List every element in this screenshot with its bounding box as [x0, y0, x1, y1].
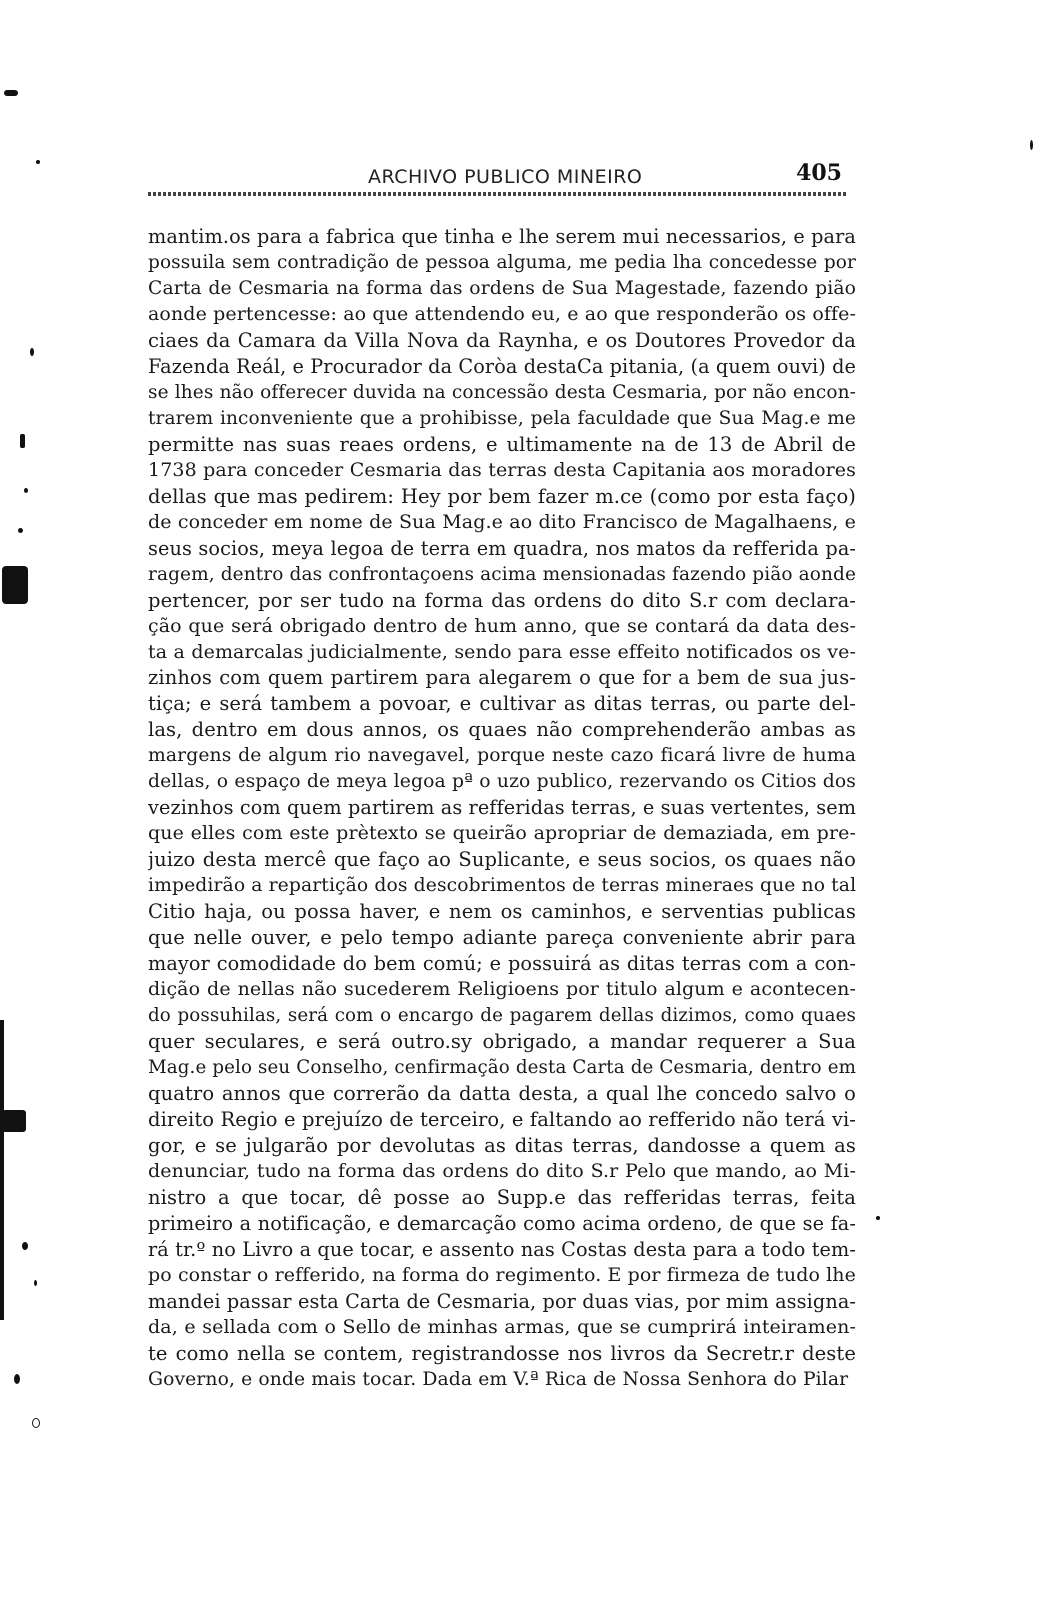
text-line: mandei passar esta Carta de Cesmaria, por duas vias, por mim assigna-	[148, 1289, 856, 1313]
text-line: dellas que mas pedirem: Hey por bem fazer m.ce (como por esta faço)	[148, 484, 856, 508]
text-line: las, dentro em dous annos, os quaes não comprehenderão ambas as	[148, 718, 856, 742]
text-line: Governo, e onde mais tocar. Dada em V.ª Rica de Nossa Senhora do Pilar	[148, 1368, 849, 1390]
running-title: ARCHIVO PUBLICO MINEIRO	[368, 166, 643, 188]
text-line: gor, e se julgarão por devolutas as ditas terras, dandosse a quem as	[148, 1133, 856, 1157]
text-line: tiça; e será tambem a povoar, e cultivar as ditas terras, ou parte del-	[148, 692, 856, 716]
text-line: ta a demarcalas judicialmente, sendo para esse effeito notificados os ve-	[148, 640, 856, 663]
text-line: do possuhilas, será com o encargo de pagarem dellas dizimos, como quaes	[148, 1005, 856, 1027]
text-line: aonde pertencesse: ao que attendendo eu, e ao que responderão os offe-	[148, 302, 856, 325]
page-number: 405	[796, 160, 842, 186]
text-line: te como nella se contem, registrandosse nos livros da Secretr.r deste	[148, 1341, 856, 1365]
text-line: trarem inconveniente que a prohibisse, pela faculdade que Sua Mag.e me	[148, 407, 856, 429]
page-header	[148, 160, 848, 196]
text-line: Fazenda Reál, e Procurador da Coròa destaCa pitania, (a quem ouvi) de	[148, 354, 856, 378]
text-line: possuila sem contradição de pessoa alguma, me pedia lha concedesse por	[148, 251, 856, 273]
text-line: quatro annos que correrão da datta desta, a qual lhe concedo salvo o	[148, 1081, 856, 1105]
text-line: po constar o refferido, na forma do regimento. E por firmeza de tudo lhe	[148, 1263, 856, 1286]
scan-edge-shadow	[0, 1020, 4, 1320]
text-line: impedirão a repartição dos descobrimentos de terras mineraes que no tal	[148, 875, 856, 897]
text-line: Mag.e pelo seu Conselho, cenfirmação desta Carta de Cesmaria, dentro em	[148, 1057, 856, 1078]
text-line: 1738 para conceder Cesmaria das terras desta Capitania aos moradores	[148, 458, 856, 481]
text-line: Carta de Cesmaria na forma das ordens de Sua Magestade, fazendo pião	[148, 277, 856, 299]
text-line: direito Regio e prejuízo de terceiro, e faltando ao refferido não terá vi-	[148, 1107, 856, 1131]
text-line: mantim.os para a fabrica que tinha e lhe serem mui necessarios, e para	[148, 225, 856, 248]
text-line: ção que será obrigado dentro de hum anno, que se contará da data des-	[148, 614, 856, 637]
text-line: de conceder em nome de Sua Mag.e ao dito Francisco de Magalhaens, e	[148, 510, 856, 533]
text-line: que elles com este prètexto se queirão apropriar de demaziada, em pre-	[148, 822, 856, 845]
text-line: pertencer, por ser tudo na forma das ordens do dito S.r com declara-	[148, 588, 856, 612]
text-line: dição de nellas não sucederem Religioens por titulo algum e acontecen-	[148, 978, 856, 1001]
text-line: juizo desta mercê que faço ao Suplicante, e seus socios, os quaes não	[148, 848, 856, 872]
text-line: mayor comodidade do bem comú; e possuirá as ditas terras com a con-	[148, 952, 856, 976]
text-line: nistro a que tocar, dê posse ao Supp.e das refferidas terras, feita	[148, 1185, 856, 1209]
text-line: que nelle ouver, e pelo tempo adiante pareça conveniente abrir para	[148, 926, 856, 950]
text-line: seus socios, meya legoa de terra em quadra, nos matos da refferida pa-	[148, 536, 856, 560]
scan-margin-artifacts	[0, 0, 60, 1601]
text-line: ciaes da Camara da Villa Nova da Raynha, e os Doutores Provedor da	[148, 328, 856, 352]
text-line: denunciar, tudo na forma das ordens do dito S.r Pelo que mando, ao Mi-	[148, 1159, 856, 1182]
text-line: primeiro a notificação, e demarcação como acima ordeno, de que se fa-	[148, 1211, 856, 1235]
text-line: permitte nas suas reaes ordens, e ultimamente na de 13 de Abril de	[148, 432, 856, 456]
text-line: se lhes não offerecer duvida na concessão desta Cesmaria, por não encon-	[148, 381, 856, 403]
header-rule	[148, 192, 848, 196]
text-line: dellas, o espaço de meya legoa pª o uzo publico, rezervando os Citios dos	[148, 771, 856, 793]
text-line: margens de algum rio navegavel, porque neste cazo ficará livre de huma	[148, 745, 856, 767]
text-line: Citio haja, ou possa haver, e nem os caminhos, e serventias publicas	[148, 900, 856, 924]
text-line: zinhos com quem partirem para alegarem o que for a bem de sua jus-	[148, 666, 856, 690]
text-line: rá tr.º no Livro a que tocar, e assento nas Costas desta para a todo tem-	[148, 1237, 856, 1261]
text-line: da, e sellada com o Sello de minhas armas, que se cumprirá inteiramen-	[148, 1315, 856, 1338]
body-text	[148, 224, 856, 1393]
text-line: ragem, dentro das confrontaçoens acima mensionadas fazendo pião aonde	[148, 563, 856, 585]
text-line: vezinhos com quem partirem as refferidas terras, e suas vertentes, sem	[148, 796, 856, 820]
text-line: quer seculares, e será outro.sy obrigado, a mandar requerer a Sua	[148, 1030, 856, 1054]
